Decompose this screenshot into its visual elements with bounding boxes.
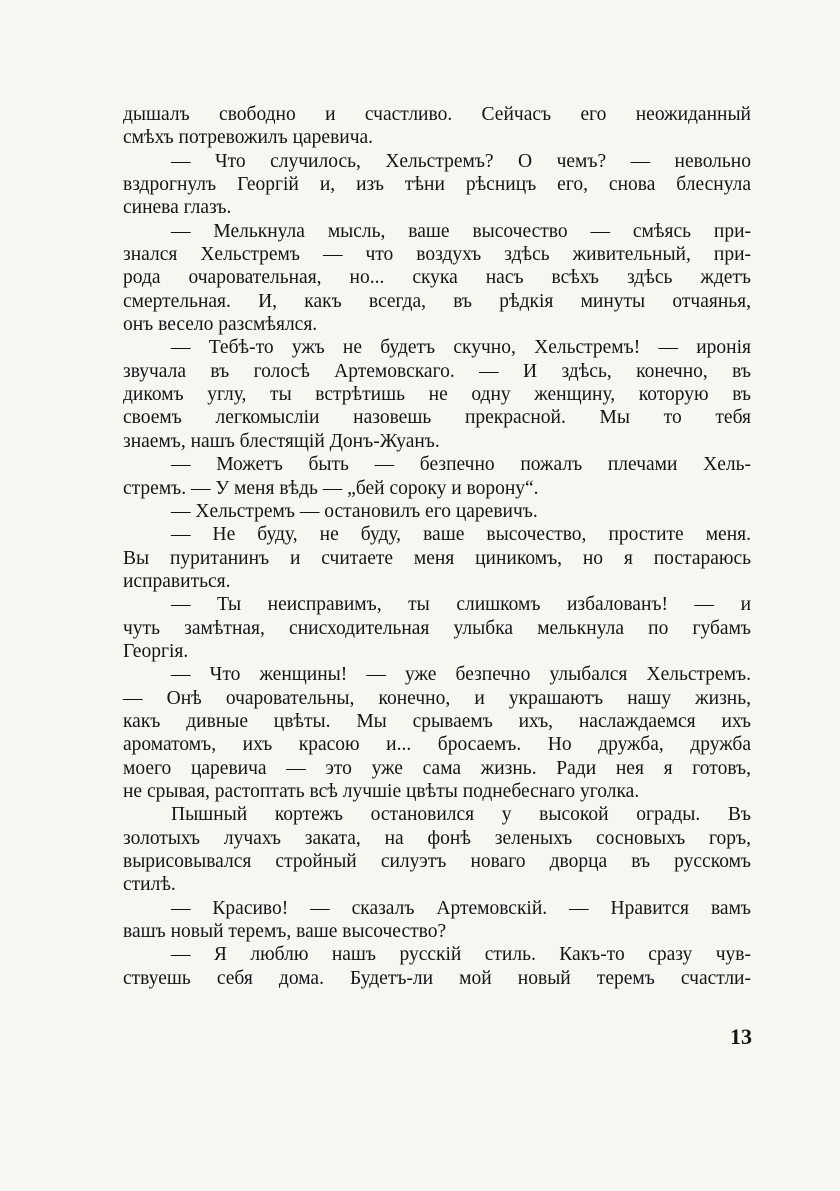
text-line: знаемъ, нашъ блестящій Донъ-Жуанъ. xyxy=(123,430,440,452)
text-line: Вы пуританинъ и считаете меня циникомъ, но я постараюсь xyxy=(123,547,751,569)
text-line: вашъ новый теремъ, ваше высочество? xyxy=(123,921,447,943)
text-line: дышалъ свободно и счастливо. Сейчасъ его неожиданный xyxy=(123,104,751,125)
text-line: синева глазъ. xyxy=(123,197,232,219)
text-line: — Ты неисправимъ, ты слишкомъ избалованъ! — и xyxy=(171,594,751,616)
text-line: своемъ легкомысліи назовешь прекрасной. Мы то тебя xyxy=(123,407,751,429)
text-line: смѣхъ потревожилъ царевича. xyxy=(123,127,374,149)
text-line: — Красиво! — сказалъ Артемовскій. — Нравится вамъ xyxy=(171,897,751,919)
text-line: звучала въ голосѣ Артемовскаго. — И здѣсь, конечно, въ xyxy=(123,360,751,382)
text-line: — Можетъ быть — безпечно пожалъ плечами Хель- xyxy=(171,454,751,476)
text-line: моего царевича — это уже сама жизнь. Ради нея я готовъ, xyxy=(123,757,751,779)
text-line: рода очаровательная, но... скука насъ всѣхъ здѣсь ждетъ xyxy=(123,267,751,289)
text-line: — Не буду, не буду, ваше высочество, простите меня. xyxy=(171,524,751,546)
text-line: ароматомъ, ихъ красою и... бросаемъ. Но дружба, дружба xyxy=(123,734,751,756)
text-line: вырисовывался стройный силуэтъ новаго дворца въ русскомъ xyxy=(123,851,751,872)
text-line: чуть замѣтная, снисходительная улыбка мелькнула по губамъ xyxy=(123,617,751,639)
page-number: 13 xyxy=(730,1024,752,1049)
text-line: вздрогнулъ Георгій и, изъ тѣни рѣсницъ его, снова блеснула xyxy=(123,174,751,196)
text-line: смертельная. И, какъ всегда, въ рѣдкія минуты отчаянья, xyxy=(123,290,751,312)
text-line: — Хельстремъ — остановилъ его царевичъ. xyxy=(171,500,538,522)
text-line: — Онѣ очаровательны, конечно, и украшаютъ нашу жизнь, xyxy=(123,687,751,709)
page-text xyxy=(123,103,751,990)
text-line: дикомъ углу, ты встрѣтишь не одну женщину, которую въ xyxy=(123,384,751,406)
text-line: — Тебѣ-то ужъ не будетъ скучно, Хельстремъ! — иронія xyxy=(171,337,751,359)
text-line: золотыхъ лучахъ заката, на фонѣ зеленыхъ сосновыхъ горъ, xyxy=(123,827,751,849)
text-line: — Что случилось, Хельстремъ? О чемъ? — невольно xyxy=(171,150,751,172)
text-line: — Я люблю нашъ русскій стиль. Какъ-то сразу чув- xyxy=(171,944,751,966)
text-line: стремъ. — У меня вѣдь — „бей сороку и ворону“. xyxy=(123,477,539,499)
text-line: ствуешь себя дома. Будетъ-ли мой новый теремъ счастли- xyxy=(123,967,751,989)
text-line: — Мелькнула мысль, ваше высочество — смѣясь при- xyxy=(171,220,751,242)
text-line: исправиться. xyxy=(123,570,231,592)
text-line: знался Хельстремъ — что воздухъ здѣсь живительный, при- xyxy=(123,244,751,266)
text-line: Пышный кортежъ остановился у высокой ограды. Въ xyxy=(171,804,751,826)
text-line: — Что женщины! — уже безпечно улыбался Хельстремъ. xyxy=(171,664,751,686)
text-line: Георгія. xyxy=(123,640,189,662)
text-line: стилѣ. xyxy=(123,874,176,896)
text-line: онъ весело разсмѣялся. xyxy=(123,314,318,336)
text-line: не срывая, растоптать всѣ лучшіе цвѣты поднебеснаго уголка. xyxy=(123,780,640,802)
text-line: какъ дивные цвѣты. Мы срываемъ ихъ, наслаждаемся ихъ xyxy=(123,710,751,732)
